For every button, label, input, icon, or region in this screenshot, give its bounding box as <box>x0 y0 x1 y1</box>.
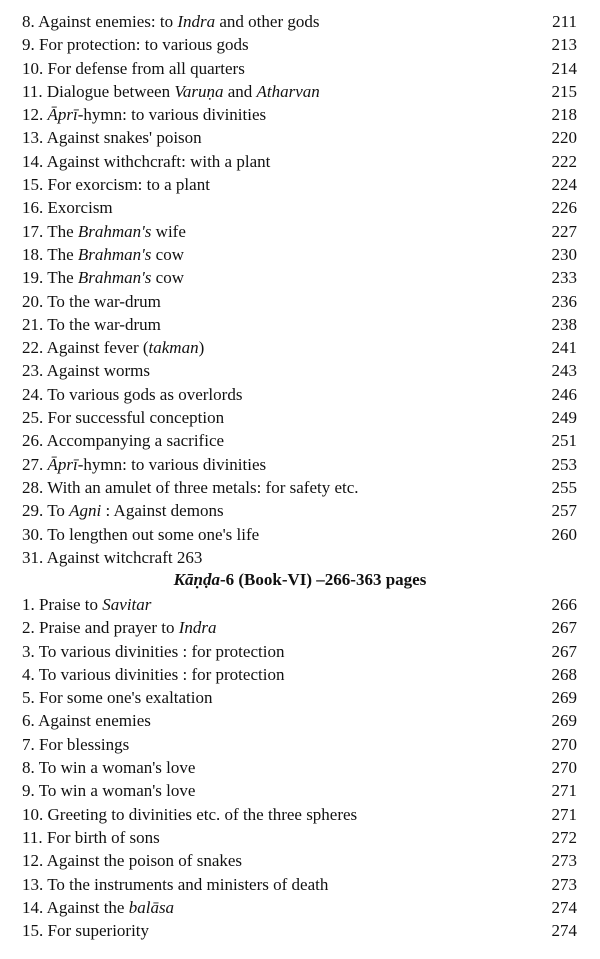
italic-term: Brahman's <box>77 244 152 264</box>
entry-text-segment: The <box>47 221 78 241</box>
page-number: 215 <box>551 81 577 101</box>
page-number: 271 <box>551 804 577 824</box>
entry-number: 17. <box>22 221 48 241</box>
entry-title <box>22 313 161 336</box>
italic-term: Agni <box>69 501 102 521</box>
entry-title <box>22 453 266 476</box>
italic-term: Varuṇa <box>174 81 224 101</box>
entry-title <box>22 10 319 33</box>
entry-title <box>22 593 151 616</box>
entry-number: 29. <box>22 501 48 521</box>
entry-text-segment: Exorcism <box>47 198 113 218</box>
entry-number: 10. <box>22 804 48 824</box>
toc-entry <box>22 896 577 919</box>
entry-text-segment: wife <box>151 221 186 241</box>
entry-number: 21. <box>22 314 48 334</box>
entry-title <box>22 383 242 406</box>
page-number: 213 <box>551 35 577 55</box>
page-number: 270 <box>551 734 577 754</box>
toc-entry <box>22 80 577 103</box>
entry-text-segment: With an amulet of three metals: for safety etc. <box>47 477 359 497</box>
toc-entry <box>22 826 577 849</box>
entry-title <box>22 290 161 313</box>
entry-number: 13. <box>22 128 47 148</box>
entry-text-segment: cow <box>151 268 184 288</box>
toc-entry <box>22 453 577 476</box>
entry-text-segment: Greeting to divinities etc. of the three spheres <box>47 804 358 824</box>
page-number: 274 <box>551 921 577 941</box>
toc-entry <box>22 173 577 196</box>
entry-number: 4. <box>22 664 39 684</box>
entry-text-segment: Against the <box>46 897 129 917</box>
page-number: 222 <box>551 151 577 171</box>
page-number: 273 <box>551 851 577 871</box>
toc-entry <box>22 313 577 336</box>
kanda6-section-heading <box>0 568 600 592</box>
entry-number: 23. <box>22 361 47 381</box>
entry-text-segment: ) <box>198 338 205 358</box>
entry-number: 22. <box>22 338 47 358</box>
toc-entry <box>22 406 577 429</box>
page-number: 270 <box>551 758 577 778</box>
italic-term: Indra <box>178 618 217 638</box>
entry-text-segment: For blessings <box>39 734 130 754</box>
page-number: 226 <box>551 198 577 218</box>
toc-entry <box>22 616 577 639</box>
entry-text-segment: Against enemies: to <box>38 12 178 31</box>
entry-text-segment: To various divinities : for protection <box>38 664 285 684</box>
toc-entry <box>22 779 577 802</box>
toc-entry <box>22 126 577 149</box>
entry-text-segment: Against fever ( <box>46 338 149 358</box>
entry-text-segment: For protection: to various gods <box>39 35 249 55</box>
entry-title <box>22 220 186 243</box>
entry-title <box>22 499 224 522</box>
entry-text-segment: -hymn: to various divinities <box>77 105 267 125</box>
toc-entry <box>22 220 577 243</box>
entry-number: 3. <box>22 641 39 661</box>
entry-title <box>22 476 359 499</box>
entry-number: 8. <box>22 12 39 31</box>
entry-text-segment: Accompanying a sacrifice <box>46 431 225 451</box>
page-number: 241 <box>551 338 577 358</box>
entry-number: 24. <box>22 384 48 404</box>
italic-term: Atharvan <box>256 81 320 101</box>
entry-text-segment: : Against demons <box>101 501 224 521</box>
toc-entry <box>22 663 577 686</box>
entry-text-segment: To the war-drum <box>47 314 161 334</box>
entry-text-segment: For exorcism: to a plant <box>47 175 210 195</box>
entry-title <box>22 873 328 896</box>
entry-title <box>22 803 357 826</box>
entry-text-segment: and other gods <box>215 12 320 31</box>
entry-text-segment: To win a woman's love <box>38 758 196 778</box>
entry-number: 16. <box>22 198 48 218</box>
entry-number: 9. <box>22 781 39 801</box>
entry-text-segment: and <box>223 81 257 101</box>
toc-entry <box>22 103 577 126</box>
toc-entry <box>22 593 577 616</box>
entry-title <box>22 709 151 732</box>
toc-entry <box>22 150 577 173</box>
toc-entry <box>22 756 577 779</box>
kanda5-contents-list <box>22 10 577 569</box>
entry-title <box>22 733 129 756</box>
entry-title <box>22 266 184 289</box>
entry-text-segment: For some one's exaltation <box>39 688 213 708</box>
toc-entry <box>22 499 577 522</box>
entry-title <box>22 686 213 709</box>
page-number: 243 <box>551 361 577 381</box>
page-number: 257 <box>551 501 577 521</box>
page-number: 274 <box>551 897 577 917</box>
entry-title <box>22 919 149 942</box>
entry-title <box>22 523 259 546</box>
entry-title <box>22 663 284 686</box>
entry-title <box>22 196 113 219</box>
entry-title <box>22 779 195 802</box>
italic-term: balāsa <box>128 897 175 917</box>
toc-entry <box>22 640 577 663</box>
page-number: 260 <box>551 524 577 544</box>
italic-term: Brahman's <box>77 221 152 241</box>
entry-number: 11. <box>22 827 47 847</box>
entry-text-segment: The <box>47 244 78 264</box>
entry-text-segment: Against withchcraft: with a plant <box>46 151 271 171</box>
entry-title <box>22 173 210 196</box>
page-number: 230 <box>551 244 577 264</box>
italic-term: Brahman's <box>77 268 152 288</box>
page-number: 267 <box>551 641 577 661</box>
toc-entry <box>22 476 577 499</box>
toc-entry <box>22 873 577 896</box>
italic-term: Kāṇḍa <box>173 570 220 589</box>
page-number: 268 <box>551 664 577 684</box>
entry-text-segment: Praise and prayer to <box>39 618 179 638</box>
italic-term: Indra <box>177 12 216 31</box>
toc-entry <box>22 290 577 313</box>
toc-entry <box>22 57 577 80</box>
toc-entry <box>22 546 577 569</box>
page-number: 249 <box>551 408 577 428</box>
entry-title <box>22 849 242 872</box>
entry-number: 6. <box>22 711 39 731</box>
entry-title <box>22 243 184 266</box>
entry-title <box>22 896 174 919</box>
entry-number: 1. <box>22 595 39 614</box>
italic-term: takman <box>148 338 199 358</box>
entry-number: 12. <box>22 105 48 125</box>
page-number: 255 <box>551 477 577 497</box>
entry-title <box>22 406 224 429</box>
entry-number: 14. <box>22 897 47 917</box>
entry-title <box>22 756 195 779</box>
toc-entry <box>22 10 577 33</box>
page-number: 246 <box>551 384 577 404</box>
entry-text-segment: Against snakes' poison <box>46 128 202 148</box>
entry-text-segment: To the war-drum <box>47 291 161 311</box>
entry-title <box>22 640 284 663</box>
toc-entry <box>22 429 577 452</box>
toc-entry <box>22 686 577 709</box>
entry-number: 27. <box>22 454 48 474</box>
entry-text-segment: Against worms <box>46 361 150 381</box>
toc-entry <box>22 919 577 942</box>
page-number: 233 <box>551 268 577 288</box>
page-number: 227 <box>551 221 577 241</box>
toc-entry <box>22 196 577 219</box>
toc-entry <box>22 266 577 289</box>
entry-number: 9. <box>22 35 39 55</box>
entry-text-segment: To lengthen out some one's life <box>47 524 260 544</box>
page-number: 251 <box>551 431 577 451</box>
entry-number: 19. <box>22 268 48 288</box>
entry-title <box>22 103 266 126</box>
page-number: 269 <box>551 688 577 708</box>
entry-number: 31. <box>22 547 47 567</box>
toc-entry <box>22 359 577 382</box>
entry-number: 30. <box>22 524 48 544</box>
entry-title <box>22 826 160 849</box>
entry-number: 8. <box>22 758 39 778</box>
entry-text-segment: For successful conception <box>47 408 225 428</box>
toc-entry <box>22 383 577 406</box>
page-number: 253 <box>551 454 577 474</box>
entry-text-segment: Against the poison of snakes <box>46 851 243 871</box>
page-number: 267 <box>551 618 577 638</box>
page-number: 224 <box>551 175 577 195</box>
page-number: 220 <box>551 128 577 148</box>
entry-text-segment: -hymn: to various divinities <box>77 454 267 474</box>
entry-number: 13. <box>22 874 48 894</box>
italic-term: Savitar <box>102 595 152 614</box>
kanda6-contents-list <box>22 593 577 942</box>
entry-text-segment: To various gods as overlords <box>47 384 243 404</box>
entry-text-segment: To the instruments and ministers of death <box>47 874 329 894</box>
entry-text-segment: Against enemies <box>38 711 151 731</box>
entry-number: 7. <box>22 734 39 754</box>
page-number: 273 <box>551 874 577 894</box>
entry-number: 15. <box>22 921 48 941</box>
entry-number: 10. <box>22 58 48 78</box>
entry-text-segment: For superiority <box>47 921 150 941</box>
entry-title <box>22 57 245 80</box>
entry-title <box>22 616 217 639</box>
page-number: 266 <box>551 595 577 614</box>
entry-number: 15. <box>22 175 48 195</box>
entry-title <box>22 546 202 569</box>
entry-text-segment: For birth of sons <box>46 827 160 847</box>
page-number: 236 <box>551 291 577 311</box>
entry-title <box>22 80 320 103</box>
entry-number: 25. <box>22 408 48 428</box>
entry-title <box>22 126 202 149</box>
page-number: 214 <box>551 58 577 78</box>
toc-entry <box>22 33 577 56</box>
toc-entry <box>22 523 577 546</box>
page-number: 272 <box>551 827 577 847</box>
entry-text-segment: The <box>47 268 78 288</box>
entry-text-segment: To <box>47 501 70 521</box>
entry-text-segment: To various divinities : for protection <box>38 641 285 661</box>
entry-title <box>22 429 224 452</box>
entry-title <box>22 33 249 56</box>
entry-title <box>22 359 150 382</box>
toc-entry <box>22 733 577 756</box>
entry-number: 26. <box>22 431 47 451</box>
entry-number: 12. <box>22 851 47 871</box>
entry-number: 18. <box>22 244 48 264</box>
entry-number: 20. <box>22 291 48 311</box>
entry-title <box>22 336 204 359</box>
entry-number: 11. <box>22 81 47 101</box>
page-number: 218 <box>551 105 577 125</box>
toc-entry <box>22 336 577 359</box>
entry-number: 28. <box>22 477 48 497</box>
entry-title <box>22 150 270 173</box>
italic-term: Āprī <box>47 105 78 125</box>
page-number: 271 <box>551 781 577 801</box>
italic-term: Āprī <box>47 454 78 474</box>
entry-text-segment: To win a woman's love <box>38 781 196 801</box>
entry-text-segment: Praise to <box>39 595 103 614</box>
entry-number: 5. <box>22 688 39 708</box>
entry-number: 2. <box>22 618 39 638</box>
entry-text-segment: cow <box>151 244 184 264</box>
page-number: 211 <box>552 12 577 31</box>
entry-text-segment: For defense from all quarters <box>47 58 245 78</box>
page-number: 238 <box>551 314 577 334</box>
toc-entry <box>22 803 577 826</box>
entry-text-segment: Dialogue between <box>46 81 175 101</box>
toc-entry <box>22 709 577 732</box>
toc-entry <box>22 849 577 872</box>
page-number: 269 <box>551 711 577 731</box>
toc-entry <box>22 243 577 266</box>
entry-text-segment: -6 (Book-VI) –266-363 pages <box>219 570 427 589</box>
entry-text-segment: Against witchcraft 263 <box>46 547 203 567</box>
entry-number: 14. <box>22 151 47 171</box>
